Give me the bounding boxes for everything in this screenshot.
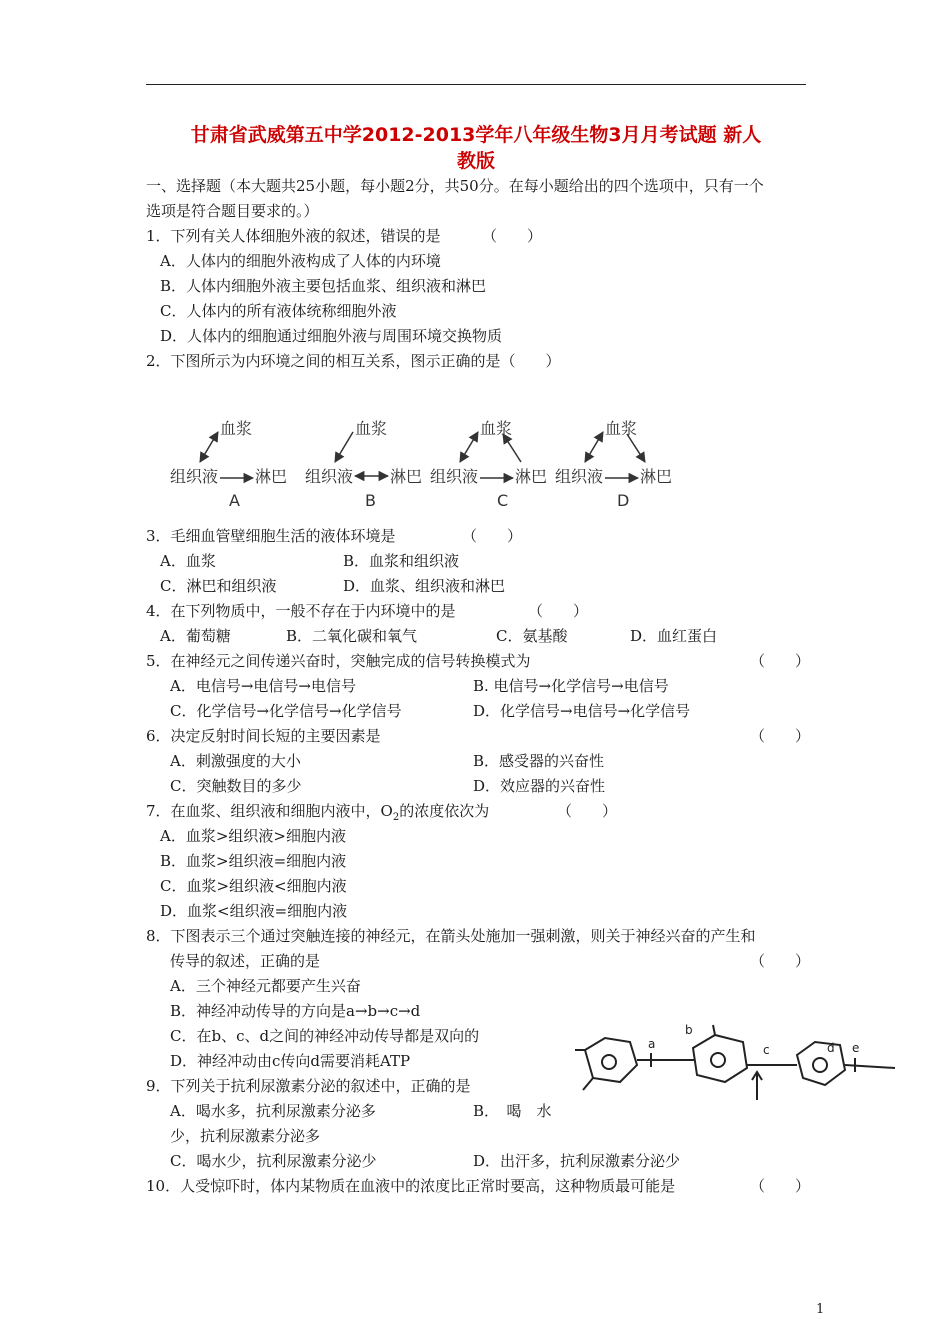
q8-option-b: B．神经冲动传导的方向是a→b→c→d: [170, 1002, 421, 1020]
q9-option-b: B． 喝 水: [473, 1102, 552, 1120]
q6-option-b: B．感受器的兴奋性: [473, 752, 605, 770]
diagram-label-c: C: [497, 491, 509, 510]
q1-option-d: D．人体内的细胞通过细胞外液与周围环境交换物质: [160, 327, 503, 345]
diagram-option-a: [170, 419, 287, 510]
page-number: 1: [816, 1302, 825, 1317]
q1-option-b: B．人体内细胞外液主要包括血浆、组织液和淋巴: [160, 277, 487, 295]
diagram-option-d: [555, 419, 672, 510]
q1-answer-paren: （ ）: [482, 227, 543, 245]
q8-neuron-figure: [575, 1020, 900, 1115]
q6-stem: 6．决定反射时间长短的主要因素是: [146, 727, 381, 745]
fig-label-b: b: [685, 1023, 693, 1037]
q9-option-d: D．出汗多，抗利尿激素分泌少: [473, 1152, 681, 1170]
neuron-1-nucleus: [602, 1055, 616, 1069]
q4-option-c: C．氨基酸: [496, 627, 568, 645]
fig-label-a: a: [648, 1037, 656, 1051]
q4-option-b: B．二氧化碳和氧气: [286, 627, 418, 645]
q4-answer-paren: （ ）: [528, 602, 589, 620]
q7-stem-post: 的浓度依次为: [399, 802, 490, 820]
page-title-line2: 教版: [456, 150, 495, 172]
q6-option-a: A．刺激强度的大小: [170, 752, 301, 770]
q6-option-c: C．突触数目的多少: [170, 777, 302, 795]
q3-option-a: A．血浆: [160, 552, 216, 570]
diagram-label-a: A: [229, 491, 240, 510]
q7-stem-sub: 2: [392, 812, 400, 823]
q7-stem-pre: 7．在血浆、组织液和细胞内液中，O: [146, 802, 393, 820]
q5-option-d: D．化学信号→电信号→化学信号: [473, 702, 691, 720]
q1-option-c: C．人体内的所有液体统称细胞外液: [160, 302, 397, 320]
q3-stem: 3．毛细血管壁细胞生活的液体环境是: [146, 527, 396, 545]
diagram-a-left: 组织液: [170, 467, 219, 486]
q4-option-a: A．葡萄糖: [160, 627, 231, 645]
q8-answer-paren: （ ）: [750, 952, 811, 970]
diagram-label-d: D: [617, 491, 630, 510]
q4-stem: 4．在下列物质中，一般不存在于内环境中的是: [146, 602, 456, 620]
q9-option-a: A．喝水多，抗利尿激素分泌多: [170, 1102, 376, 1120]
q8-option-c: C．在b、c、d之间的神经冲动传导都是双向的: [170, 1027, 480, 1045]
q7-option-d: D．血浆<组织液=细胞内液: [160, 902, 348, 920]
q5-option-c: C．化学信号→化学信号→化学信号: [170, 702, 402, 720]
q10-answer-paren: （ ）: [750, 1177, 811, 1195]
q3-option-d: D．血浆、组织液和淋巴: [343, 577, 506, 595]
diagram-option-c: [430, 419, 547, 510]
q6-answer-paren: （ ）: [750, 727, 811, 745]
diagram-c-top: 血浆: [480, 419, 513, 438]
q9-stem: 9．下列关于抗利尿激素分泌的叙述中，正确的是: [146, 1077, 471, 1095]
page-title-line1: 甘肃省武威第五中学2012-2013学年八年级生物3月月考试题 新人: [190, 124, 762, 146]
q5-answer-paren: （ ）: [750, 652, 811, 670]
q2-stem: 2．下图所示为内环境之间的相互关系，图示正确的是（ ）: [146, 352, 561, 370]
fig-label-d: d: [827, 1041, 835, 1055]
section-heading: 一、选择题（本大题共25小题，每小题2分，共50分。在每小题给出的四个选项中，只有一个: [146, 177, 764, 195]
q10-stem: 10．人受惊吓时，体内某物质在血液中的浓度比正常时要高，这种物质最可能是: [146, 1177, 676, 1195]
q8-stem: 8．下图表示三个通过突触连接的神经元，在箭头处施加一强刺激，则关于神经兴奋的产生和: [146, 927, 756, 945]
q4-option-d: D．血红蛋白: [630, 627, 718, 645]
q7-option-a: A．血浆>组织液>细胞内液: [160, 827, 346, 845]
q3-answer-paren: （ ）: [462, 527, 523, 545]
q8-option-a: A．三个神经元都要产生兴奋: [170, 977, 361, 995]
neuron-1-body: [585, 1038, 637, 1082]
q8-stem-cont: 传导的叙述，正确的是: [170, 952, 321, 970]
diagram-b-right: 淋巴: [390, 467, 423, 486]
diagram-d-right: 淋巴: [640, 467, 673, 486]
neuron-3-body: [797, 1042, 845, 1085]
q5-stem: 5．在神经元之间传递兴奋时，突触完成的信号转换模式为: [146, 652, 531, 670]
diagram-b-top: 血浆: [355, 419, 388, 438]
q7-option-b: B．血浆>组织液=细胞内液: [160, 852, 347, 870]
fig-label-c: c: [763, 1043, 770, 1057]
diagram-a-top: 血浆: [220, 419, 253, 438]
section-heading-cont: 选项是符合题目要求的。）: [146, 202, 319, 220]
diagram-c-left: 组织液: [430, 467, 479, 486]
diagram-d-left: 组织液: [555, 467, 604, 486]
q9-option-b-cont: 少，抗利尿激素分泌多: [170, 1127, 321, 1145]
q7-answer-paren: （ ）: [557, 802, 618, 820]
diagram-b-left: 组织液: [305, 467, 354, 486]
q1-option-a: A．人体内的细胞外液构成了人体的内环境: [160, 252, 441, 270]
q3-option-c: C．淋巴和组织液: [160, 577, 277, 595]
q5-option-a: A．电信号→电信号→电信号: [170, 677, 356, 695]
neuron-2-nucleus: [711, 1053, 725, 1067]
q8-option-d: D．神经冲动由c传向d需要消耗ATP: [170, 1052, 411, 1070]
neuron-3-axon: [845, 1065, 895, 1068]
diagram-label-b: B: [365, 491, 376, 510]
diagram-d-top: 血浆: [605, 419, 638, 438]
diagram-c-right: 淋巴: [515, 467, 548, 486]
q1-stem: 1．下列有关人体细胞外液的叙述，错误的是: [146, 227, 441, 245]
q3-option-b: B．血浆和组织液: [343, 552, 460, 570]
fig-label-e: e: [852, 1041, 860, 1055]
q7-stem: [146, 801, 489, 828]
diagram-option-b: [305, 419, 422, 510]
q7-option-c: C．血浆>组织液<细胞内液: [160, 877, 347, 895]
header-rule: [146, 84, 806, 85]
neuron-3-nucleus: [813, 1058, 827, 1072]
q9-option-c: C．喝水少，抗利尿激素分泌少: [170, 1152, 377, 1170]
q2-diagram: [165, 410, 695, 515]
q6-option-d: D．效应器的兴奋性: [473, 777, 606, 795]
q5-option-b: B. 电信号→化学信号→电信号: [473, 677, 669, 695]
diagram-a-right: 淋巴: [255, 467, 288, 486]
neuron-2-body: [693, 1035, 747, 1082]
